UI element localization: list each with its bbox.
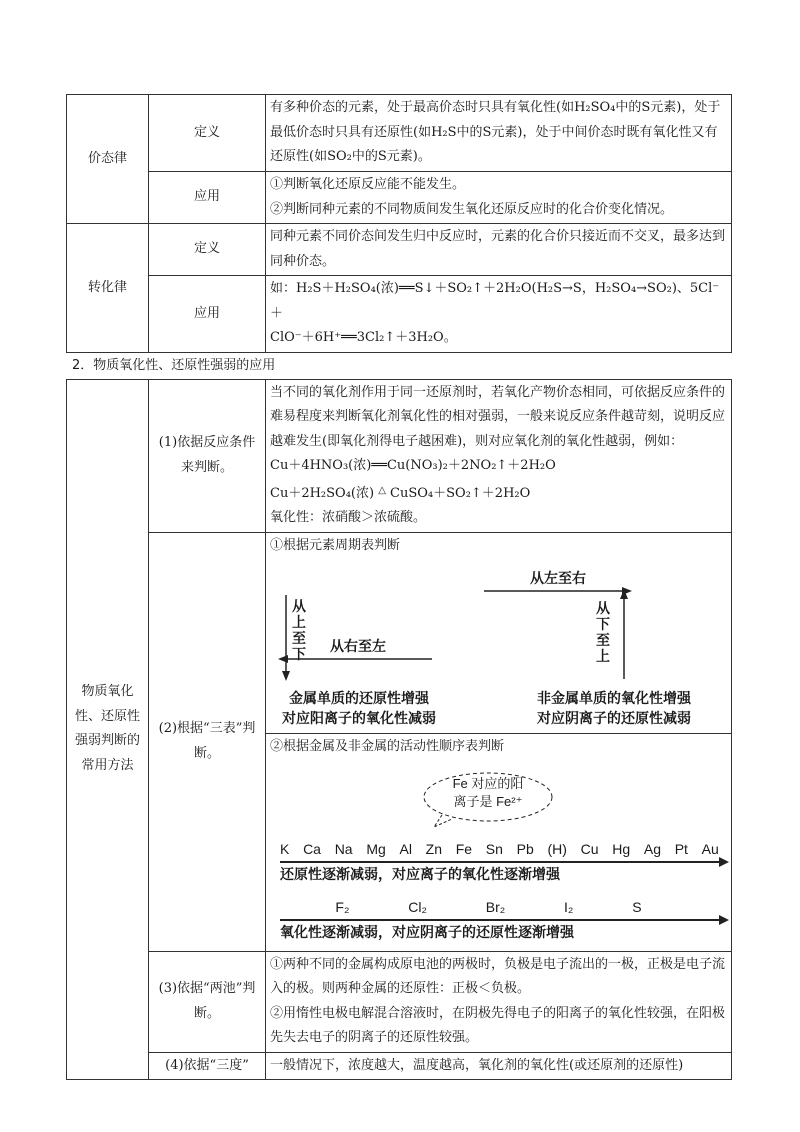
table-row	[67, 951, 732, 1052]
page	[66, 94, 732, 1080]
definition-text: 有多种价态的元素，处于最高价态时只具有氧化性(如H₂SO₄中的S元素)，处于最低价态时只具有还原性(如H₂S中的S元素)，处于中间价态时既有氧化性又有还原性(如SO₂中的S元素)。	[266, 95, 732, 172]
part-title: ②根据金属及非金属的活动性顺序表判断	[266, 733, 731, 761]
callout-tail	[434, 815, 452, 827]
series-element: Hg	[612, 840, 631, 857]
arrow-head	[282, 671, 290, 681]
row-label: 应用	[149, 276, 266, 353]
application-line: ②判断同种元素的不同物质间发生氧化还原反应时的化合价变化情况。	[270, 201, 674, 217]
topic-cell: 物质氧化性、还原性强弱判断的常用方法	[67, 379, 149, 1080]
series-element: I₂	[564, 898, 574, 915]
method-label: (2)根据“三表”判断。	[149, 532, 266, 951]
nonmetal-series-trend: 氧化性逐渐减弱，对应阴离子的还原性逐渐增强	[280, 924, 574, 941]
series-element: Br₂	[485, 898, 506, 915]
label-bottom-up: 从下至上	[596, 601, 610, 665]
table-row	[67, 95, 732, 172]
method-text: ②用惰性电极电解混合溶液时，在阴极先得电子的阳离子的氧化性较强，在阳极先失去电子的阴离子的还原性较强。	[270, 1005, 726, 1045]
metal-trend-1: 金属单质的还原性增强	[289, 691, 429, 707]
row-label: 应用	[149, 172, 266, 224]
metal-activity-series	[266, 839, 731, 859]
series-element: F₂	[335, 898, 350, 915]
application-line: ①判断氧化还原反应能不能发生。	[270, 177, 466, 192]
conclusion: 氧化性：浓硝酸＞浓硫酸。	[270, 510, 427, 525]
series-arrow	[280, 919, 727, 921]
equation: Cu＋4HNO₃(浓)══Cu(NO₃)₂＋2NO₂↑＋2H₂O	[270, 458, 556, 473]
series-element: (H)	[547, 840, 567, 857]
series-element: Na	[334, 840, 353, 857]
callout-line: Fe 对应的阳	[452, 775, 524, 791]
table-row	[67, 1052, 732, 1080]
nonmetal-trend-1: 非金属单质的氧化性增强	[537, 691, 691, 707]
law-name: 价态律	[67, 95, 149, 224]
table-row	[67, 172, 732, 224]
nonmetal-series	[266, 897, 731, 917]
method-label: (3)依据“两池”判断。	[149, 951, 266, 1052]
series-element: Pt	[674, 840, 688, 857]
row-label: 定义	[149, 95, 266, 172]
row-label: 定义	[149, 224, 266, 276]
series-arrow	[280, 861, 727, 863]
series-element: Cl₂	[408, 898, 427, 915]
label-left-right: 从左至右	[530, 571, 586, 587]
table-row	[67, 532, 732, 951]
series-element: Au	[701, 840, 719, 857]
methods-table	[66, 379, 732, 1081]
law-name: 转化律	[67, 224, 149, 353]
fe-callout	[266, 761, 731, 839]
table-row	[67, 276, 732, 353]
metal-series-trend: 还原性逐渐减弱，对应离子的氧化性逐渐增强	[280, 866, 560, 883]
part-title: ①根据元素周期表判断	[270, 537, 401, 553]
application-line: ClO⁻＋6H⁺══3Cl₂↑＋3H₂O。	[270, 330, 457, 345]
method-text: 一般情况下，浓度越大，温度越高，氧化剂的氧化性(或还原剂的还原性)	[266, 1052, 732, 1080]
label-top-down: 从上至下	[292, 599, 306, 663]
callout-line: 离子是 Fe²⁺	[453, 793, 523, 809]
table-row	[67, 224, 732, 276]
method-label: (4)依据“三度”	[149, 1052, 266, 1080]
series-element: Ca	[303, 840, 321, 857]
series-element: Zn	[425, 840, 442, 857]
application-line: 如：H₂S＋H₂SO₄(浓)══S↓＋SO₂↑＋2H₂O(H₂S→S，H₂SO₄→SO₂)、5Cl⁻＋	[270, 281, 720, 321]
series-element: Cu	[580, 840, 599, 857]
heat-condition: △	[378, 484, 386, 496]
metal-trend-2: 对应阳离子的氧化性减弱	[282, 711, 436, 727]
periodic-table-diagram	[266, 559, 731, 689]
laws-table	[66, 94, 732, 353]
series-element: Fe	[455, 840, 473, 857]
table-row	[67, 379, 732, 532]
series-element: S	[632, 898, 642, 915]
series-element: Al	[399, 840, 412, 857]
section-title: 2．物质氧化性、还原性强弱的应用	[72, 357, 276, 373]
label-right-left: 从右至左	[330, 639, 386, 655]
series-element: Pb	[516, 840, 534, 857]
method-label: (1)依据反应条件来判断。	[149, 379, 266, 532]
series-element: Ag	[643, 840, 661, 857]
method-text: ①两种不同的金属构成原电池的两极时，负极是电子流出的一极，正极是电子流入的极。则两种金属的还原性：正极＜负极。	[270, 956, 726, 996]
series-element: Mg	[366, 840, 386, 857]
method-text: 当不同的氧化剂作用于同一还原剂时，若氧化产物价态相同，可依据反应条件的难易程度来判断氧化剂氧化性的相对强弱，一般来说反应条件越苛刻，说明反应越难发生(即氧化剂得电子越困难)，则对应氧化剂的氧化性越弱，例如：	[270, 384, 726, 449]
equation: Cu＋2H₂SO₄(浓) △ CuSO₄＋SO₂↑＋2H₂O	[270, 484, 531, 501]
series-element: K	[280, 840, 290, 857]
definition-text: 同种元素不同价态间发生归中反应时，元素的化合价只接近而不交叉，最多达到同种价态。	[266, 224, 732, 276]
arrow-head	[278, 655, 288, 663]
arrows-svg	[266, 559, 724, 689]
series-element: Sn	[485, 840, 503, 857]
nonmetal-trend-2: 对应阴离子的还原性减弱	[537, 711, 691, 727]
